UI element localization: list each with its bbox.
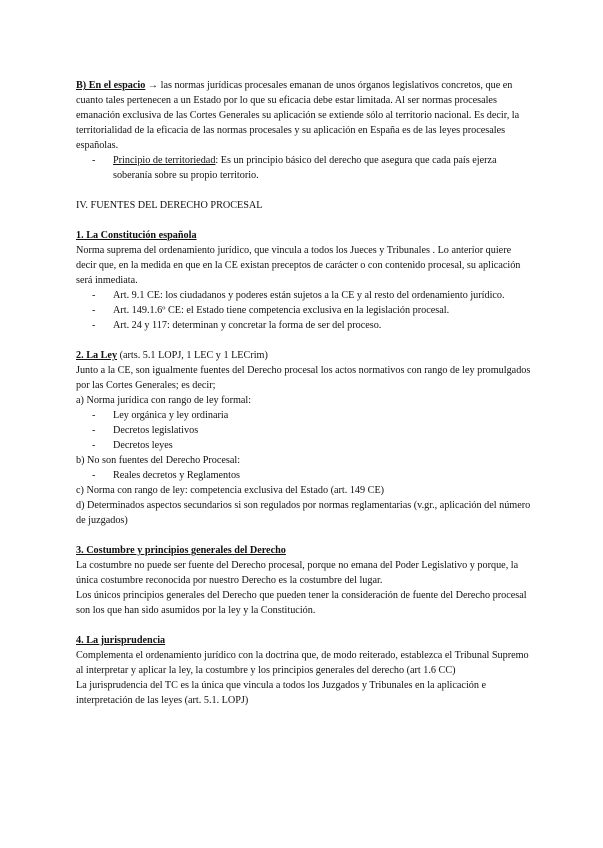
- s3-heading: 3. Costumbre y principios generales del Derecho: [76, 545, 286, 556]
- s2-b-bullet: - Reales decretos y Reglamentos: [92, 470, 241, 481]
- s2-a-bullet: - Decretos leyes: [92, 440, 173, 451]
- s2-heading: 2. La Ley: [76, 350, 118, 361]
- s2-c-label: c) Norma con rango de ley: competencia exclusiva del Estado (art. 149 CE): [76, 485, 385, 496]
- s2-heading-line: [76, 348, 531, 363]
- para-b-bullet-label: Principio de territoriedad: [113, 155, 216, 166]
- para-b-bullet: [76, 153, 531, 183]
- para-b-bullet-text: : Es un principio básico del derecho que asegura que cada país ejerza soberanía sobre su propio territorio.: [113, 155, 497, 181]
- s4-text2: La jurisprudencia del TC es la única que vincula a todos los Juzgados y Tribunales en la aplicación e interpretación de las leyes (art. 5.1. LOPJ): [76, 680, 487, 706]
- s4-text1: Complementa el ordenamiento jurídico con la doctrina que, de modo reiterado, establezca el Tribunal Supremo al interpretar y aplicar la ley, la costumbre y los principios generales del derecho (art 1.6 CC): [76, 650, 529, 676]
- s2-text: Junto a la CE, son igualmente fuentes del Derecho procesal los actos normativos con rango de ley promulgados por las Cortes Generales; es decir;: [76, 365, 531, 391]
- s1-text: Norma suprema del ordenamiento jurídico, que vincula a todos los Jueces y Tribunales . Lo anterior quiere decir que, en la medida en que en la CE existan preceptos de carácter o con contenido procesal, su aplicación será inmediata.: [76, 245, 521, 286]
- section-title: IV. FUENTES DEL DERECHO PROCESAL: [76, 200, 263, 211]
- s1-heading: 1. La Constitución española: [76, 230, 197, 241]
- s2-a-bullet: - Ley orgánica y ley ordinaria: [92, 410, 229, 421]
- s1-bullet: - Art. 9.1 CE: los ciudadanos y poderes están sujetos a la CE y al resto del ordenamiento jurídico.: [92, 290, 505, 301]
- s2-d-label: d) Determinados aspectos secundarios si son regulados por normas reglamentarias (v.gr., aplicación del número de juzgados): [76, 500, 531, 526]
- s2-heading-suffix: (arts. 5.1 LOPJ, 1 LEC y 1 LECrim): [117, 350, 268, 361]
- s2-a-bullet: - Decretos legislativos: [92, 425, 199, 436]
- arrow-icon: →: [147, 80, 159, 91]
- s3-text2: Los únicos principios generales del Derecho que pueden tener la consideración de fuente del Derecho procesal son los que han sido asumidos por la ley y la Constitución.: [76, 590, 527, 616]
- para-b-heading: B) En el espacio: [76, 80, 146, 91]
- s2-b-label: b) No son fuentes del Derecho Procesal:: [76, 455, 241, 466]
- s2-a-label: a) Norma jurídica con rango de ley formal:: [76, 395, 252, 406]
- document-page: [76, 78, 531, 708]
- para-b-espacio: [76, 78, 531, 153]
- para-b-text: las normas jurídicas procesales emanan de unos órganos legislativos concretos, que en cuanto tales pertenecen a un Estado por lo que su eficacia debe estar limitada. Al ser normas procesales emanación exclusiva de las Cortes Generales su aplicación se extiende sólo al territorio nacional. Es decir, la territorialidad de la eficacia de las normas procesales y su aplicación en España es de las leyes procesales españolas.: [76, 80, 520, 151]
- s1-bullet: - Art. 24 y 117: determinan y concretar la forma de ser del proceso.: [92, 320, 382, 331]
- s3-text1: La costumbre no puede ser fuente del Derecho procesal, porque no emana del Poder Legislativo y porque, la única costumbre reconocida por nuestro Derecho es la costumbre del lugar.: [76, 560, 519, 586]
- s4-heading: 4. La jurisprudencia: [76, 635, 166, 646]
- s1-bullet: - Art. 149.1.6º CE: el Estado tiene competencia exclusiva en la legislación procesal.: [92, 305, 450, 316]
- dash-bullet: -: [92, 155, 96, 166]
